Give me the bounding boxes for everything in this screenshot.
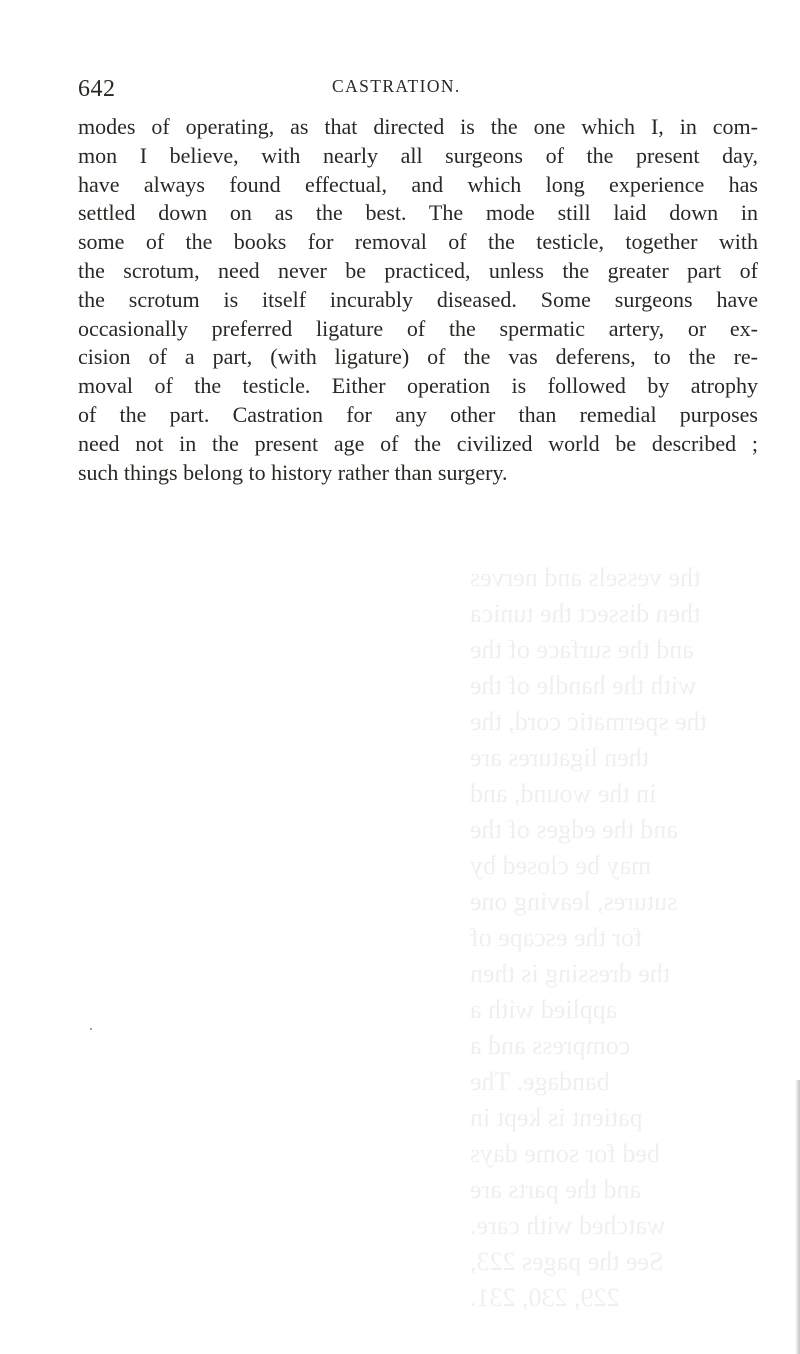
page-number: 642	[78, 76, 116, 102]
text-line: occasionally preferred ligature of the spermatic artery, or ex-	[78, 315, 758, 341]
text-line: of the part. Castration for any other than remedial purposes	[78, 401, 758, 427]
page-header	[78, 72, 728, 106]
body-paragraph	[78, 113, 758, 487]
text-line: need not in the present age of the civilized world be described ;	[78, 430, 758, 456]
page-edge-shadow	[795, 1080, 800, 1354]
show-through-bleed: the vessels and nerves then dissect the tunica and the surface of the with the handle of the the spermatic cord, the then ligatures are in the wound, and and the edges of the may be closed by sutures, leaving one for the escape of the dressing is then applied with a compress and a bandage. The patient is kept in bed for some days and the parts are watched with care. See the pages 223, 229, 230, 231.	[470, 563, 707, 1312]
text-line: modes of operating, as that directed is the one which I, in com-	[78, 114, 758, 139]
running-head: CASTRATION.	[332, 76, 461, 96]
text-line: the scrotum, need never be practiced, unless the greater part of	[78, 257, 758, 283]
text-line: moval of the testicle. Either operation is followed by atrophy	[78, 373, 758, 399]
text-line: the scrotum is itself incurably diseased. Some surgeons have	[78, 286, 758, 312]
text-line: some of the books for removal of the testicle, together with	[78, 229, 758, 255]
text-line: such things belong to history rather than surgery.	[78, 459, 508, 485]
text-line: have always found effectual, and which long experience has	[78, 171, 758, 197]
paper-speck	[90, 1028, 92, 1030]
text-line: cision of a part, (with ligature) of the vas deferens, to the re-	[78, 344, 758, 370]
text-line: mon I believe, with nearly all surgeons of the present day,	[78, 142, 758, 168]
text-line: settled down on as the best. The mode still laid down in	[78, 200, 758, 226]
